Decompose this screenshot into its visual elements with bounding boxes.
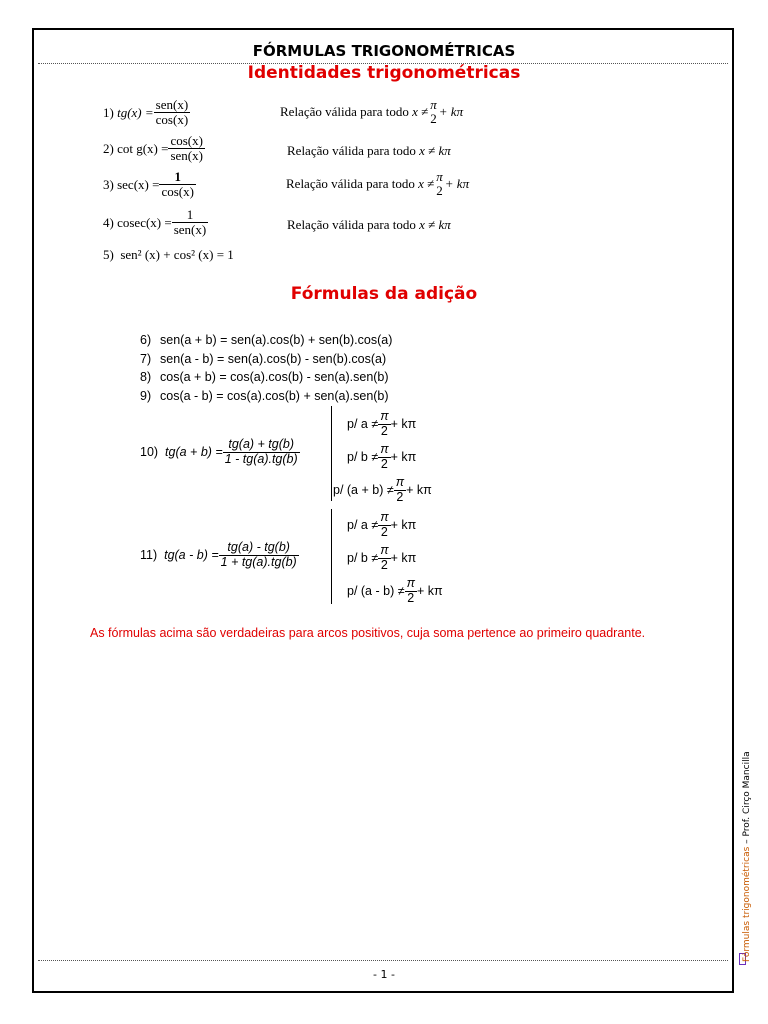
condition-rhs: + kπ (416, 584, 443, 599)
condition-lhs: p/ (a - b) ≠ (347, 584, 405, 599)
page-number: - 1 - (373, 968, 395, 981)
condition-lhs: p/ b ≠ (347, 551, 379, 566)
pi-fraction (428, 98, 439, 127)
fraction-denominator: 2 (380, 423, 388, 438)
identity-4-condition (287, 217, 451, 233)
fraction-denominator: 2 (407, 590, 415, 605)
relation-text: Relação válida para todo (280, 104, 409, 120)
note-text: As fórmulas acima são verdadeiras para arcos positivos, cuja soma pertence ao primeiro quadrante. (90, 626, 646, 640)
fraction-numerator: π (406, 576, 415, 590)
formula-lhs: tg(a + b) = (165, 445, 223, 460)
identity-lhs: sec(x) = (117, 176, 160, 192)
formula-11-condition-b (347, 544, 416, 573)
identity-2-condition (287, 143, 451, 159)
identity-expression: sen² (x) + cos² (x) = 1 (120, 247, 234, 262)
identity-1 (103, 98, 190, 128)
formula-number: 7) (140, 351, 152, 366)
fraction-denominator: cos(x) (155, 112, 189, 128)
fraction (154, 98, 191, 128)
formula-10-condition-sum (333, 476, 432, 505)
identity-number: 2) (103, 140, 114, 156)
fraction-numerator: cos(x) (170, 133, 203, 148)
fraction-denominator: 2 (430, 111, 437, 127)
condition-rhs: + kπ (438, 104, 464, 120)
pi-fraction (378, 410, 390, 439)
section-title-identities: Identidades trigonométricas (247, 63, 521, 83)
fraction-denominator: cos(x) (161, 184, 194, 200)
fraction-numerator: π (380, 510, 389, 524)
formula-6 (140, 331, 392, 350)
condition-lhs: x ≠ (418, 176, 435, 192)
identity-4 (103, 208, 208, 238)
fraction (159, 170, 196, 200)
formula-10-condition-a (347, 410, 416, 439)
fraction-denominator: sen(x) (173, 222, 207, 238)
identity-1-condition (280, 98, 463, 127)
fraction-denominator: 2 (380, 557, 388, 572)
relation-text: Relação válida para todo (287, 143, 416, 158)
fraction-denominator: 2 (396, 489, 404, 504)
pi-fraction (394, 476, 406, 505)
formula-8 (140, 368, 392, 387)
identity-3-condition (286, 170, 469, 199)
condition-rhs: + kπ (444, 176, 470, 192)
pi-fraction (378, 544, 390, 573)
identity-number: 1) (103, 104, 114, 120)
condition-rhs: + kπ (390, 450, 417, 465)
identity-lhs: cosec(x) = (117, 214, 172, 230)
formula-number: 6) (140, 333, 152, 347)
fraction (219, 541, 299, 570)
fraction-denominator: 2 (436, 183, 443, 199)
fraction-numerator: tg(a) + tg(b) (223, 438, 300, 453)
condition-lhs: p/ a ≠ (347, 417, 379, 432)
formula-number: 11) (140, 548, 158, 563)
formula-7 (140, 350, 392, 369)
fraction-numerator: π (436, 169, 443, 184)
relation-text: Relação válida para todo (286, 176, 415, 192)
side-title: Fórmulas trigonométricas (742, 846, 752, 962)
formula-11 (140, 541, 299, 570)
fraction-denominator: 1 - tg(a).tg(b) (224, 451, 298, 466)
fraction (172, 208, 209, 238)
condition: x ≠ kπ (419, 143, 451, 158)
fraction-denominator: 2 (380, 524, 388, 539)
fraction-numerator: π (380, 409, 389, 423)
condition-rhs: + kπ (406, 483, 432, 498)
pi-fraction (378, 443, 390, 472)
formula-expression: cos(a + b) = cos(a).cos(b) - sen(a).sen(b) (160, 370, 389, 384)
fraction-denominator: 2 (380, 456, 388, 471)
fraction-numerator: π (430, 97, 437, 112)
addition-formulas-list (140, 331, 392, 405)
fraction-numerator: 1 (159, 170, 196, 185)
fraction-numerator: 1 (172, 208, 209, 223)
identity-5 (103, 247, 234, 263)
identity-number: 4) (103, 214, 114, 230)
formula-lhs: tg(a - b) = (164, 548, 219, 563)
formula-9 (140, 387, 392, 406)
condition-lhs: p/ a ≠ (347, 518, 379, 533)
condition-rhs: + kπ (390, 551, 417, 566)
condition: x ≠ kπ (419, 217, 451, 232)
fraction-numerator: π (380, 543, 389, 557)
formula-number: 9) (140, 388, 152, 403)
pi-fraction (378, 511, 390, 540)
identity-lhs: tg(x) = (117, 104, 154, 120)
page-title: FÓRMULAS TRIGONOMÉTRICAS (252, 42, 516, 60)
identity-lhs: cot g(x) = (117, 140, 169, 156)
formula-expression: cos(a - b) = cos(a).cos(b) + sen(a).sen(b) (160, 388, 389, 403)
fraction (168, 134, 205, 164)
formula-number: 8) (140, 370, 152, 384)
formula-11-condition-diff (347, 577, 443, 606)
condition-lhs: p/ (a + b) ≠ (333, 483, 394, 498)
condition-brace (331, 509, 332, 604)
section-title-addition: Fórmulas da adição (290, 284, 478, 304)
side-footer (742, 751, 752, 962)
formula-11-condition-a (347, 511, 416, 540)
side-author: – Prof. Cirço Mancilla (742, 751, 752, 847)
condition-rhs: + kπ (390, 417, 417, 432)
condition-lhs: p/ b ≠ (347, 450, 379, 465)
condition-rhs: + kπ (390, 518, 417, 533)
formula-expression: sen(a - b) = sen(a).cos(b) - sen(b).cos(a) (160, 351, 387, 366)
footer-divider (38, 960, 728, 961)
formula-10 (140, 438, 300, 467)
relation-text: Relação válida para todo (287, 217, 416, 232)
fraction (223, 438, 300, 467)
identity-2 (103, 134, 205, 164)
fraction-numerator: π (380, 442, 389, 456)
pi-fraction (405, 577, 417, 606)
formula-number: 10) (140, 445, 159, 460)
identity-number: 3) (103, 176, 114, 192)
formula-expression: sen(a + b) = sen(a).cos(b) + sen(b).cos(a) (160, 333, 393, 347)
condition-lhs: x ≠ (412, 104, 429, 120)
fraction-denominator: 1 + tg(a).tg(b) (220, 554, 297, 569)
fraction-denominator: sen(x) (170, 148, 203, 164)
formula-10-condition-b (347, 443, 416, 472)
identity-3 (103, 170, 196, 200)
fraction-numerator: sen(x) (155, 97, 189, 112)
condition-brace (331, 406, 332, 501)
identity-number: 5) (103, 247, 114, 262)
fraction-numerator: π (395, 475, 405, 489)
fraction-numerator: tg(a) - tg(b) (219, 541, 299, 556)
pi-fraction (434, 170, 445, 199)
